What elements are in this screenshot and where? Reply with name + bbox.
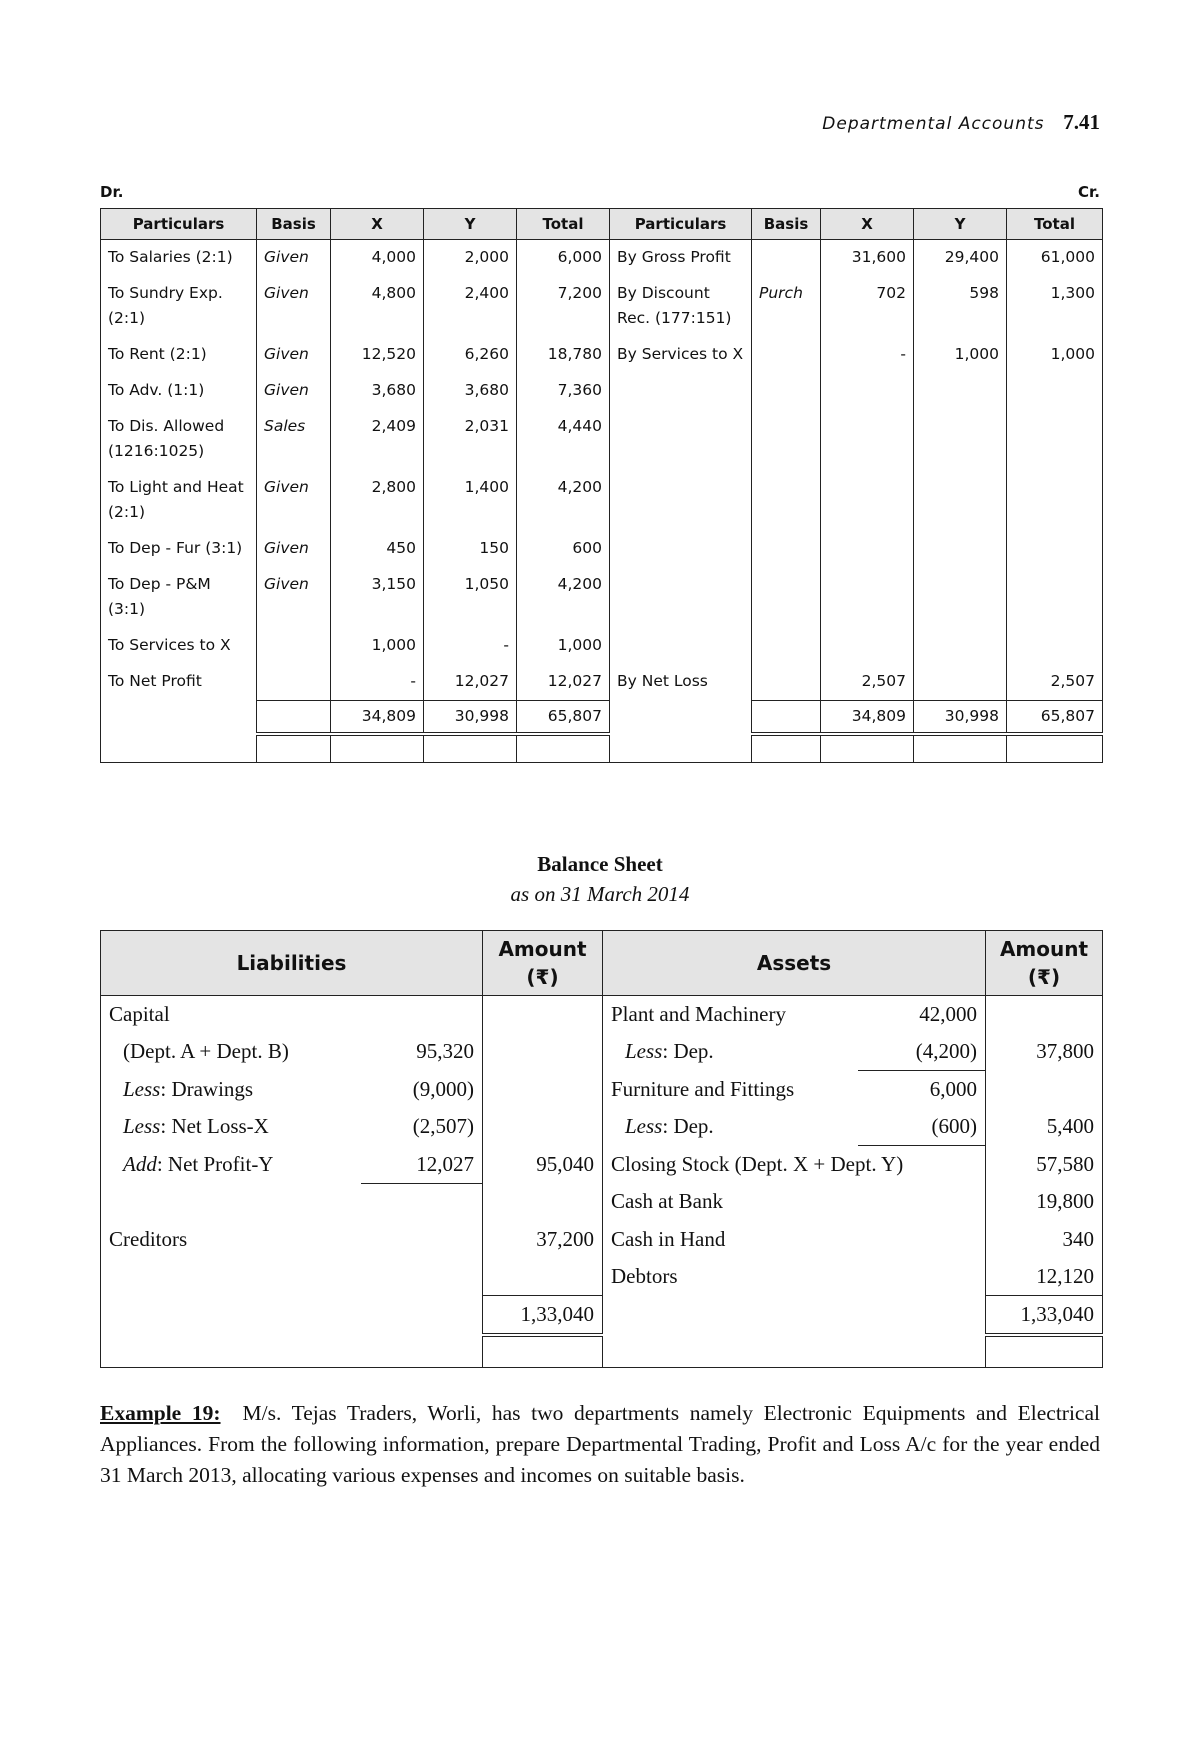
cell-cr-y xyxy=(914,628,1007,664)
cell-cr-part xyxy=(610,409,752,470)
cell-dr-x: 3,680 xyxy=(331,373,424,409)
cell-dr-part: To Dep - Fur (3:1) xyxy=(101,531,257,567)
column-header: Basis xyxy=(752,209,821,240)
balance-sheet-header-row xyxy=(101,931,1103,996)
creditors-amount: 37,200 xyxy=(483,1221,603,1258)
balance-sheet-title: Balance Sheet xyxy=(537,852,663,876)
cell-dr-total: 7,360 xyxy=(517,373,610,409)
cell-cr-basis: Purch xyxy=(752,276,821,337)
cell-cr-total xyxy=(1007,531,1103,567)
cash-bank-label: Cash at Bank xyxy=(611,1189,723,1214)
cell-dr-total: 1,000 xyxy=(517,628,610,664)
cell-dr-total: 18,780 xyxy=(517,337,610,373)
less-prefix: Less xyxy=(625,1114,663,1139)
cash-hand-amount: 340 xyxy=(986,1221,1103,1258)
column-header: Particulars xyxy=(610,209,752,240)
table-row xyxy=(101,276,1103,337)
example-text: M/s. Tejas Traders, Worli, has two departments namely Electronic Equipments and Electrical Appliances. From the following information, prepare Departmental Trading, Profit and Loss A/c for the year ended 31 March 2013, allocating various expenses and incomes on suitable basis. xyxy=(100,1401,1100,1487)
cell-dr-total: 6,000 xyxy=(517,240,610,277)
cell-dr-part: To Dep - P&M (3:1) xyxy=(101,567,257,628)
cell-cr-basis xyxy=(752,567,821,628)
cell-dr-basis: Given xyxy=(257,240,331,277)
currency-label: (₹) xyxy=(526,965,559,989)
cell-cr-part: By Net Loss xyxy=(610,664,752,701)
capital-label: Capital xyxy=(101,996,361,1034)
less-prefix: Less xyxy=(625,1039,663,1064)
example-label: Example 19: xyxy=(100,1401,221,1425)
profit-loss-account-table xyxy=(100,208,1103,763)
column-header: Basis xyxy=(257,209,331,240)
cell-cr-part xyxy=(610,531,752,567)
cell-dr-y: 6,260 xyxy=(424,337,517,373)
cell-dr-basis: Given xyxy=(257,337,331,373)
ff-dep-label xyxy=(603,1108,858,1146)
table-row xyxy=(101,1033,1103,1071)
plant-machinery-label: Plant and Machinery xyxy=(611,1002,786,1026)
currency-label: (₹) xyxy=(1027,965,1061,989)
total-cr-x: 34,809 xyxy=(821,701,914,735)
pl-header-row xyxy=(101,209,1103,240)
cell-dr-y: 150 xyxy=(424,531,517,567)
cell-dr-basis: Given xyxy=(257,567,331,628)
cell-dr-y: 2,000 xyxy=(424,240,517,277)
cell-dr-y: 1,050 xyxy=(424,567,517,628)
creditors-label: Creditors xyxy=(101,1221,361,1258)
dept-capital-amount: 95,320 xyxy=(416,1039,474,1064)
drawings-text: : Drawings xyxy=(160,1076,254,1101)
cell-dr-basis: Given xyxy=(257,373,331,409)
column-header: X xyxy=(821,209,914,240)
table-row xyxy=(101,1183,1103,1221)
column-header: Y xyxy=(914,209,1007,240)
cell-dr-x: 12,520 xyxy=(331,337,424,373)
cell-cr-y: 1,000 xyxy=(914,337,1007,373)
cash-hand-label: Cash in Hand xyxy=(611,1226,726,1251)
column-header: Particulars xyxy=(101,209,257,240)
cell-dr-basis: Sales xyxy=(257,409,331,470)
assets-amount-header xyxy=(986,931,1103,996)
pm-net-amount: 37,800 xyxy=(986,1033,1103,1071)
less-prefix: Less xyxy=(123,1076,161,1101)
dr-cr-labels xyxy=(100,183,1100,201)
ff-dep-amount: (600) xyxy=(858,1108,986,1146)
cell-cr-basis xyxy=(752,337,821,373)
less-prefix: Less xyxy=(123,1114,161,1139)
cell-cr-total: 61,000 xyxy=(1007,240,1103,277)
cell-cr-x: - xyxy=(821,337,914,373)
net-loss-label xyxy=(101,1108,361,1146)
balance-sheet-end-row xyxy=(101,1335,1103,1368)
debtors-label: Debtors xyxy=(611,1263,678,1288)
cell-dr-part: To Salaries (2:1) xyxy=(101,240,257,277)
cell-dr-total: 600 xyxy=(517,531,610,567)
pl-total-row xyxy=(101,701,1103,735)
cell-dr-x: 450 xyxy=(331,531,424,567)
cell-cr-total xyxy=(1007,373,1103,409)
drawings-amount: (9,000) xyxy=(412,1076,474,1101)
cell-dr-total: 4,200 xyxy=(517,567,610,628)
cell-cr-x xyxy=(821,470,914,531)
cell-dr-y: 2,400 xyxy=(424,276,517,337)
cell-cr-basis xyxy=(752,531,821,567)
table-row xyxy=(101,628,1103,664)
cell-cr-total xyxy=(1007,409,1103,470)
net-loss-text: : Net Loss-X xyxy=(160,1114,269,1139)
cell-cr-x xyxy=(821,531,914,567)
cash-bank-amount: 19,800 xyxy=(986,1183,1103,1221)
assets-total: 1,33,040 xyxy=(986,1295,1103,1335)
balance-sheet-table xyxy=(100,930,1103,1368)
cell-dr-x: 4,800 xyxy=(331,276,424,337)
cell-dr-x: 2,409 xyxy=(331,409,424,470)
cell-cr-part xyxy=(610,628,752,664)
cell-cr-basis xyxy=(752,409,821,470)
cell-cr-basis xyxy=(752,373,821,409)
table-row xyxy=(101,1071,1103,1109)
liabilities-header: Liabilities xyxy=(101,931,483,996)
cell-cr-x: 2,507 xyxy=(821,664,914,701)
total-cr-y: 30,998 xyxy=(914,701,1007,735)
dr-label: Dr. xyxy=(100,183,124,201)
table-row xyxy=(101,373,1103,409)
cr-label: Cr. xyxy=(1078,183,1100,201)
column-header: Y xyxy=(424,209,517,240)
cell-dr-total: 7,200 xyxy=(517,276,610,337)
furniture-amount: 6,000 xyxy=(929,1077,978,1101)
cell-cr-y: 29,400 xyxy=(914,240,1007,277)
ff-net-amount: 5,400 xyxy=(986,1108,1103,1146)
total-dr-y: 30,998 xyxy=(424,701,517,735)
cell-dr-x: - xyxy=(331,664,424,701)
pm-dep-label xyxy=(603,1033,858,1071)
cell-dr-part: To Net Profit xyxy=(101,664,257,701)
cell-dr-x: 3,150 xyxy=(331,567,424,628)
table-row xyxy=(101,567,1103,628)
furniture-label: Furniture and Fittings xyxy=(611,1076,795,1101)
cell-dr-basis: Given xyxy=(257,470,331,531)
table-row xyxy=(101,1258,1103,1296)
cell-cr-y xyxy=(914,409,1007,470)
cell-cr-x xyxy=(821,628,914,664)
cell-cr-total xyxy=(1007,628,1103,664)
table-row xyxy=(101,996,1103,1034)
cell-dr-part: To Services to X xyxy=(101,628,257,664)
cell-cr-y xyxy=(914,531,1007,567)
balance-sheet-total-row xyxy=(101,1295,1103,1335)
table-row xyxy=(101,470,1103,531)
cell-cr-y xyxy=(914,664,1007,701)
liabilities-amount-header xyxy=(483,931,603,996)
cell-cr-part xyxy=(610,567,752,628)
table-row xyxy=(101,337,1103,373)
cell-cr-x: 31,600 xyxy=(821,240,914,277)
example-paragraph xyxy=(100,1398,1100,1491)
chapter-title: Departmental Accounts xyxy=(822,114,1045,134)
cell-dr-y: 1,400 xyxy=(424,470,517,531)
table-row xyxy=(101,1108,1103,1146)
cell-cr-x xyxy=(821,567,914,628)
cell-dr-part: To Dis. Allowed (1216:1025) xyxy=(101,409,257,470)
drawings-label xyxy=(101,1071,361,1109)
amount-label: Amount xyxy=(498,937,587,961)
debtors-amount: 12,120 xyxy=(986,1258,1103,1296)
dep-text: : Dep. xyxy=(662,1039,714,1064)
cell-cr-total xyxy=(1007,470,1103,531)
cell-dr-x: 4,000 xyxy=(331,240,424,277)
cell-dr-y: 2,031 xyxy=(424,409,517,470)
cell-dr-total: 12,027 xyxy=(517,664,610,701)
cell-cr-part xyxy=(610,373,752,409)
total-cr-total: 65,807 xyxy=(1007,701,1103,735)
cell-dr-basis xyxy=(257,628,331,664)
cell-cr-y xyxy=(914,470,1007,531)
cell-dr-basis xyxy=(257,664,331,701)
cell-cr-total xyxy=(1007,567,1103,628)
cell-cr-total: 2,507 xyxy=(1007,664,1103,701)
cell-dr-y: 12,027 xyxy=(424,664,517,701)
cell-cr-basis xyxy=(752,628,821,664)
net-profit-label xyxy=(101,1146,361,1184)
page-number: 7.41 xyxy=(1063,110,1100,134)
pl-end-row xyxy=(101,734,1103,763)
cell-cr-y: 598 xyxy=(914,276,1007,337)
assets-header: Assets xyxy=(603,931,986,996)
amount-label: Amount xyxy=(999,937,1089,961)
cell-dr-y: - xyxy=(424,628,517,664)
table-row xyxy=(101,1221,1103,1258)
cell-dr-x: 1,000 xyxy=(331,628,424,664)
cell-dr-basis: Given xyxy=(257,531,331,567)
net-loss-amount: (2,507) xyxy=(412,1114,474,1139)
table-row xyxy=(101,409,1103,470)
cell-cr-part xyxy=(610,470,752,531)
add-prefix: Add xyxy=(123,1151,157,1176)
column-header: Total xyxy=(517,209,610,240)
cell-dr-part: To Rent (2:1) xyxy=(101,337,257,373)
page-header xyxy=(822,110,1100,135)
cell-dr-total: 4,440 xyxy=(517,409,610,470)
cell-dr-total: 4,200 xyxy=(517,470,610,531)
net-profit-text: : Net Profit-Y xyxy=(156,1151,274,1176)
liabilities-total: 1,33,040 xyxy=(483,1295,603,1335)
table-row xyxy=(101,664,1103,701)
cell-dr-x: 2,800 xyxy=(331,470,424,531)
cell-cr-part: By Discount Rec. (177:151) xyxy=(610,276,752,337)
balance-sheet-subtitle: as on 31 March 2014 xyxy=(510,882,690,906)
net-profit-amount: 12,027 xyxy=(361,1146,483,1184)
cell-dr-basis: Given xyxy=(257,276,331,337)
cell-cr-x xyxy=(821,409,914,470)
cell-cr-total: 1,300 xyxy=(1007,276,1103,337)
pm-dep-amount: (4,200) xyxy=(858,1033,986,1071)
closing-stock-label: Closing Stock (Dept. X + Dept. Y) xyxy=(611,1152,904,1176)
dep-text: : Dep. xyxy=(662,1114,714,1139)
cell-cr-basis xyxy=(752,240,821,277)
cell-cr-part: By Services to X xyxy=(610,337,752,373)
cell-dr-y: 3,680 xyxy=(424,373,517,409)
total-dr-x: 34,809 xyxy=(331,701,424,735)
cell-cr-y xyxy=(914,567,1007,628)
cell-cr-x: 702 xyxy=(821,276,914,337)
dept-capital-label: (Dept. A + Dept. B) xyxy=(101,1033,361,1071)
table-row xyxy=(101,531,1103,567)
cell-dr-part: To Sundry Exp. (2:1) xyxy=(101,276,257,337)
capital-total: 95,040 xyxy=(483,1146,603,1184)
cell-cr-y xyxy=(914,373,1007,409)
total-dr-total: 65,807 xyxy=(517,701,610,735)
cell-cr-x xyxy=(821,373,914,409)
cell-cr-basis xyxy=(752,470,821,531)
cell-dr-part: To Adv. (1:1) xyxy=(101,373,257,409)
closing-stock-amount: 57,580 xyxy=(986,1146,1103,1184)
cell-cr-basis xyxy=(752,664,821,701)
table-row xyxy=(101,240,1103,277)
cell-dr-part: To Light and Heat (2:1) xyxy=(101,470,257,531)
column-header: Total xyxy=(1007,209,1103,240)
plant-machinery-amount: 42,000 xyxy=(919,1002,978,1026)
cell-cr-part: By Gross Profit xyxy=(610,240,752,277)
table-row xyxy=(101,1146,1103,1184)
column-header: X xyxy=(331,209,424,240)
cell-cr-total: 1,000 xyxy=(1007,337,1103,373)
